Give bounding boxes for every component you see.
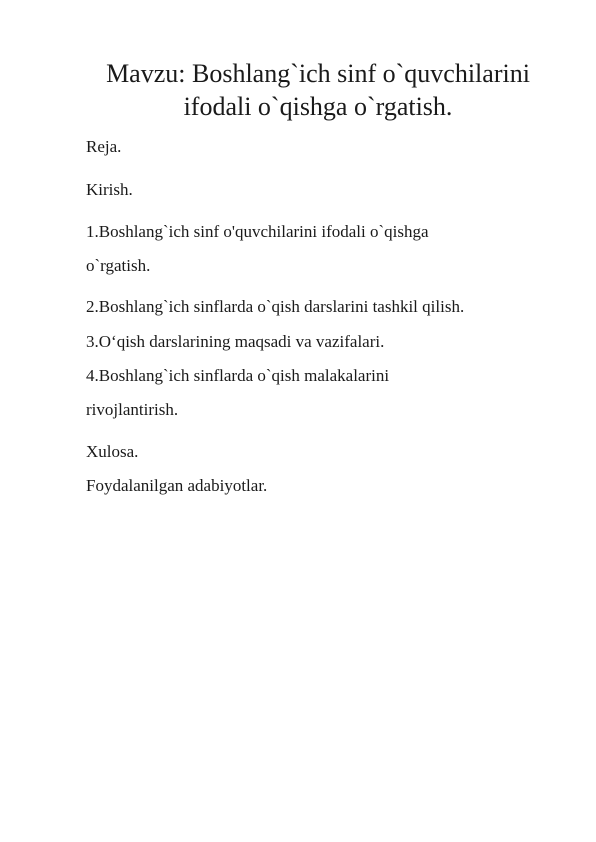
plan-item-1: 1.Boshlang`ich sinf o'quvchilarini ifodali o`qishga xyxy=(86,222,429,241)
conclusion-item: Xulosa. xyxy=(86,442,139,461)
plan-item-3: 3.O‘qish darslarining maqsadi va vazifalari. xyxy=(86,332,385,351)
plan-item-2: 2.Boshlang`ich sinflarda o`qish darslarini tashkil qilish. xyxy=(86,297,465,316)
document-title-line-2: ifodali o`qishga o`rgatish. xyxy=(183,92,453,121)
plan-heading: Reja. xyxy=(86,137,122,156)
plan-item-4-continued: rivojlantirish. xyxy=(86,400,179,419)
intro-item: Kirish. xyxy=(86,180,133,199)
references-item: Foydalanilgan adabiyotlar. xyxy=(86,476,268,495)
document-title-line-1: Mavzu: Boshlang`ich sinf o`quvchilarini xyxy=(106,59,530,88)
plan-item-4: 4.Boshlang`ich sinflarda o`qish malakalarini xyxy=(86,366,390,385)
plan-item-1-continued: o`rgatish. xyxy=(86,256,151,275)
